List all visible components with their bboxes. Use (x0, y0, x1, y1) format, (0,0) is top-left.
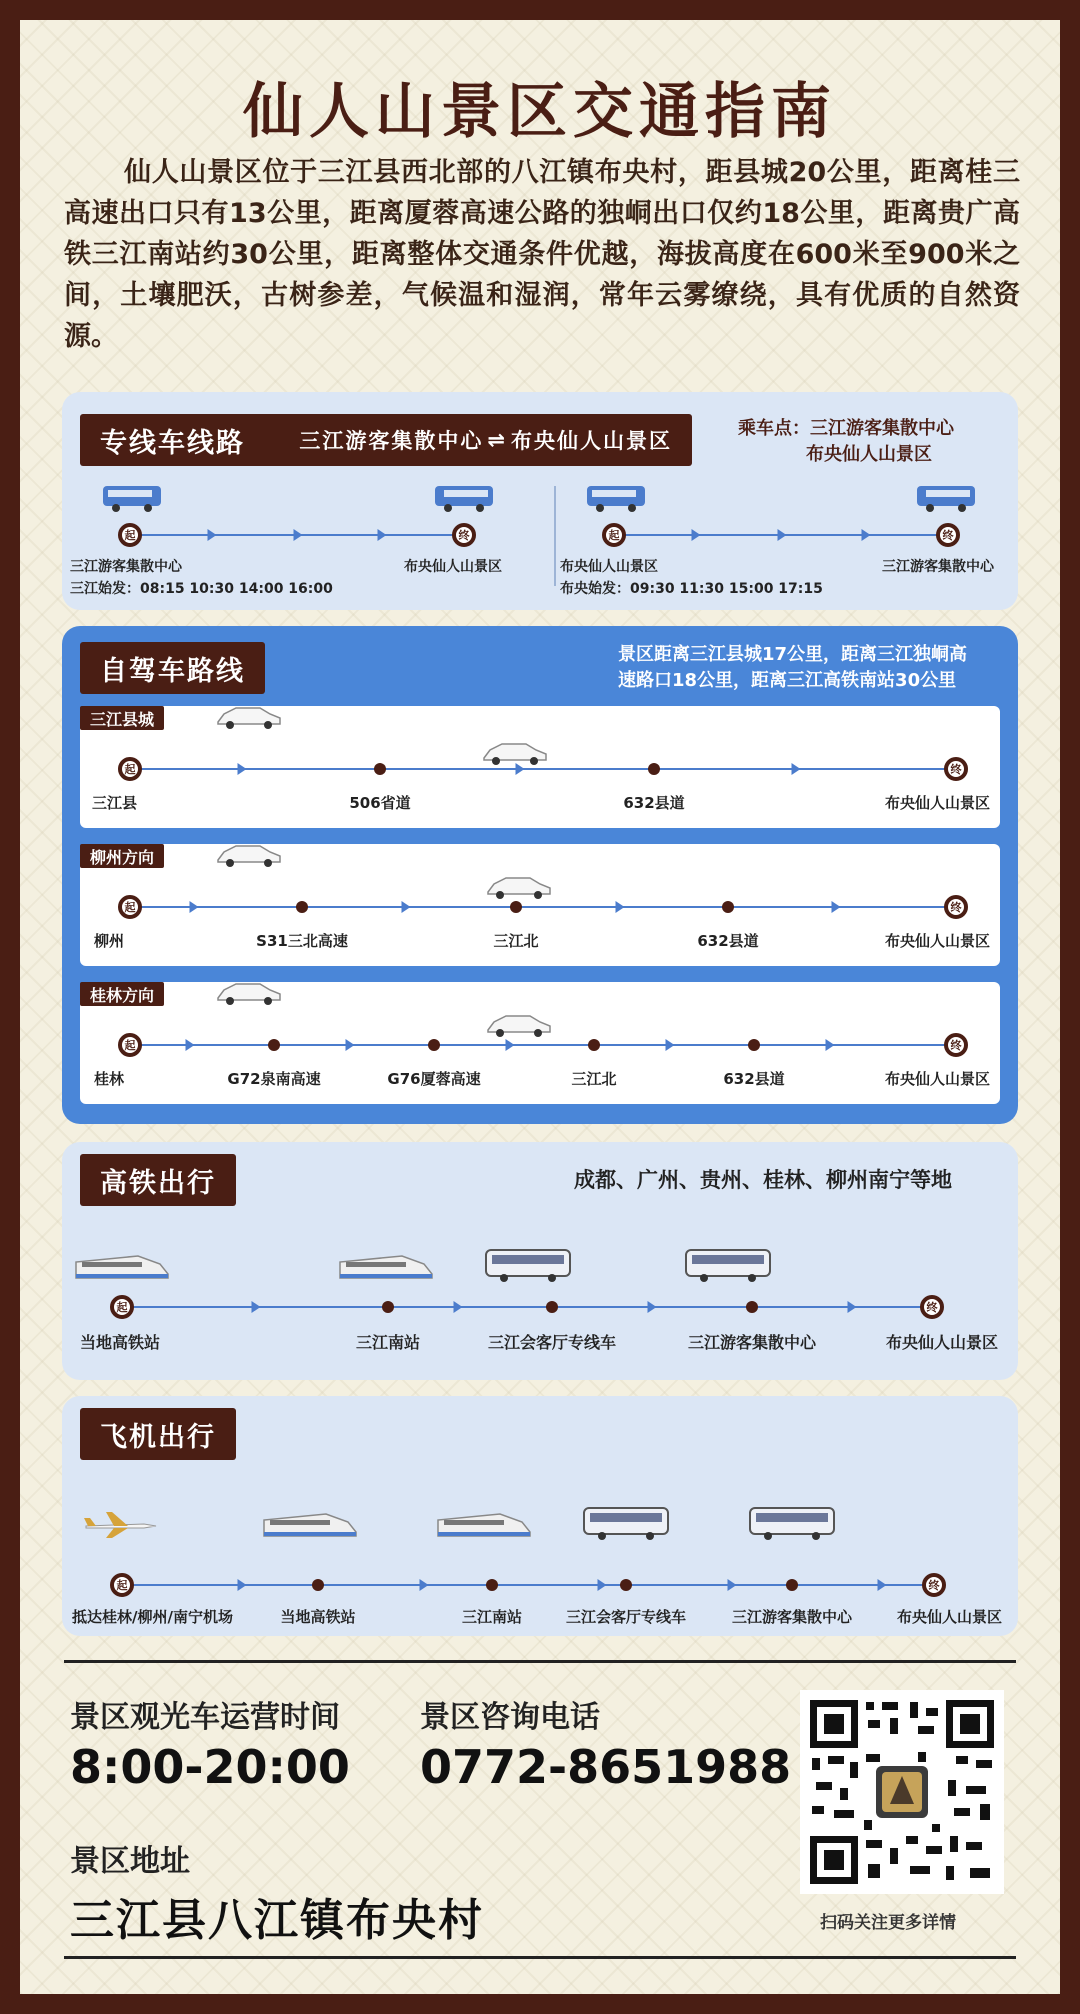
stop-label: 三江县 (92, 794, 138, 812)
bus-icon (434, 484, 496, 514)
stop-label: 三江会客厅专线车 (487, 1333, 617, 1352)
divider (554, 486, 556, 586)
stop-label: 桂林 (94, 1070, 125, 1088)
hours-value: 8:00-20:00 (70, 1740, 350, 1794)
arrow-icon (346, 1039, 355, 1051)
stop-dot (620, 1579, 632, 1591)
stop-label: 柳州 (94, 932, 125, 950)
exchange-icon: ⇌ (487, 428, 507, 452)
stop-label: 当地高铁站 (80, 1333, 161, 1352)
intro-paragraph: 仙人山景区位于三江县西北部的八江镇布央村，距县城20公里，距离桂三高速出口只有13公里，距离厦蓉高速公路的独峒出口仅约18公里，距离贵广高铁三江南站约30公里，距离整体交通条件优越，海拔高度在600米至900米之间，土壤肥沃，古树参差，气候温和湿润，常年云雾缭绕，具有优质的自然资源。 (64, 157, 1020, 352)
stop-label: 三江游客集散中心 (687, 1333, 817, 1352)
train-icon (262, 1508, 358, 1542)
stop-dot (648, 763, 660, 775)
bus-icon (586, 484, 648, 514)
shuttle-left-to: 布央仙人山景区 (404, 559, 502, 575)
selfdrive-panel (62, 626, 1018, 1124)
car-icon (214, 980, 284, 1006)
end-badge: 终 (944, 895, 968, 919)
train-icon (74, 1250, 170, 1284)
shuttle-route (299, 425, 672, 455)
shuttle-left-from: 三江游客集散中心 (70, 559, 182, 575)
rail-tag: 高铁出行 (80, 1154, 236, 1206)
arrow-icon (190, 901, 199, 913)
car-icon (484, 874, 554, 900)
arrow-icon (792, 763, 801, 775)
arrow-icon (832, 901, 841, 913)
shuttle-tag-label: 专线车线路 (100, 427, 245, 459)
arrow-icon (238, 763, 247, 775)
bus-icon (102, 484, 164, 514)
selfdrive-tag: 自驾车路线 (80, 642, 265, 694)
shuttle-route-to: 布央仙人山景区 (511, 429, 672, 453)
arrow-icon (648, 1301, 657, 1313)
stop-label: 布央仙人山景区 (884, 932, 990, 950)
stop-dot (312, 1579, 324, 1591)
stop-label: 632县道 (723, 1070, 785, 1088)
arrow-icon (778, 529, 787, 541)
shuttle-right-from: 布央仙人山景区 (560, 559, 658, 575)
stop-label: 布央仙人山景区 (896, 1608, 1002, 1626)
arrow-icon (666, 1039, 675, 1051)
shuttle-left-times: 三江始发：08:15 10:30 14:00 16:00 (70, 581, 333, 597)
pickup-label-2: 布央仙人山景区 (806, 444, 932, 465)
stop-dot (374, 763, 386, 775)
stop-label: 632县道 (623, 794, 685, 812)
stop-label: 三江北 (493, 932, 539, 950)
air-tag: 飞机出行 (80, 1408, 236, 1460)
stop-dot (786, 1579, 798, 1591)
arrow-icon (506, 1039, 515, 1051)
coach-icon (748, 1506, 836, 1542)
end-badge: 终 (922, 1573, 946, 1597)
car-icon (484, 1012, 554, 1038)
arrow-icon (378, 529, 387, 541)
stop-label: 布央仙人山景区 (885, 1333, 998, 1352)
stop-label: 三江南站 (355, 1333, 421, 1352)
stop-dot (382, 1301, 394, 1313)
stop-label: 632县道 (697, 932, 759, 950)
stop-label: S31三北高速 (256, 932, 348, 950)
start-badge: 起 (602, 523, 626, 547)
stop-label: G76厦蓉高速 (387, 1070, 481, 1088)
stop-dot (546, 1301, 558, 1313)
train-icon (338, 1250, 434, 1284)
stop-dot (296, 901, 308, 913)
shuttle-right-to: 三江游客集散中心 (882, 559, 994, 575)
arrow-icon (208, 529, 217, 541)
stop-dot (746, 1301, 758, 1313)
stop-label: 三江南站 (461, 1608, 523, 1626)
start-badge: 起 (118, 895, 142, 919)
arrow-icon (402, 901, 411, 913)
airplane-icon (84, 1510, 160, 1540)
arrow-icon (848, 1301, 857, 1313)
route-tag: 三江县城 (80, 706, 164, 730)
footer-rule-top (64, 1660, 1016, 1663)
route-line (130, 768, 956, 770)
start-badge: 起 (110, 1295, 134, 1319)
arrow-icon (238, 1579, 247, 1591)
arrow-icon (616, 901, 625, 913)
arrow-icon (420, 1579, 429, 1591)
stop-dot (486, 1579, 498, 1591)
qr-code[interactable] (800, 1690, 1004, 1894)
phone-label: 景区咨询电话 (420, 1700, 600, 1735)
route-tag: 柳州方向 (80, 844, 164, 868)
stop-dot (722, 901, 734, 913)
arrow-icon (878, 1579, 887, 1591)
end-badge: 终 (936, 523, 960, 547)
shuttle-right-times: 布央始发：09:30 11:30 15:00 17:15 (560, 581, 823, 597)
pickup-label: 乘车点：三江游客集散中心 (738, 418, 954, 439)
arrow-icon (826, 1039, 835, 1051)
stop-dot (588, 1039, 600, 1051)
stop-label: G72泉南高速 (227, 1070, 321, 1088)
qr-code-icon (806, 1696, 998, 1888)
stop-label: 三江会客厅专线车 (565, 1608, 687, 1626)
arrow-icon (598, 1579, 607, 1591)
end-badge: 终 (944, 1033, 968, 1057)
stop-label: 当地高铁站 (280, 1608, 356, 1626)
car-icon (214, 842, 284, 868)
selfdrive-note-1: 景区距离三江县城17公里，距离三江独峒高 (618, 644, 968, 665)
arrow-icon (186, 1039, 195, 1051)
air-panel (62, 1396, 1018, 1636)
end-badge: 终 (452, 523, 476, 547)
phone-value[interactable]: 0772-8651988 (420, 1740, 792, 1794)
guide-frame (20, 20, 1060, 1994)
arrow-icon (728, 1579, 737, 1591)
address-value: 三江县八江镇布央村 (70, 1895, 484, 1946)
rail-panel (62, 1142, 1018, 1380)
stop-dot (428, 1039, 440, 1051)
arrow-icon (862, 529, 871, 541)
address-label: 景区地址 (70, 1844, 190, 1879)
car-icon (480, 740, 550, 766)
selfdrive-note-2: 速路口18公里，距离三江高铁南站30公里 (618, 670, 957, 691)
arrow-icon (252, 1301, 261, 1313)
coach-icon (684, 1248, 772, 1284)
rail-cities: 成都、广州、贵州、桂林、柳州南宁等地 (574, 1168, 952, 1192)
end-badge: 终 (920, 1295, 944, 1319)
hours-label: 景区观光车运营时间 (70, 1700, 340, 1735)
route-tag: 桂林方向 (80, 982, 164, 1006)
train-icon (436, 1508, 532, 1542)
stop-label: 抵达桂林/柳州/南宁机场 (72, 1608, 233, 1626)
footer-rule-bottom (64, 1956, 1016, 1959)
arrow-icon (454, 1301, 463, 1313)
page-title: 仙人山景区交通指南 (243, 77, 837, 147)
car-icon (214, 704, 284, 730)
coach-icon (484, 1248, 572, 1284)
stop-label: 506省道 (349, 794, 411, 812)
coach-icon (582, 1506, 670, 1542)
qr-caption: 扫码关注更多详情 (820, 1913, 956, 1933)
start-badge: 起 (110, 1573, 134, 1597)
stop-dot (510, 901, 522, 913)
shuttle-panel (62, 392, 1018, 610)
stop-label: 布央仙人山景区 (884, 1070, 990, 1088)
stop-label: 三江游客集散中心 (731, 1608, 853, 1626)
shuttle-route-from: 三江游客集散中心 (299, 429, 484, 453)
start-badge: 起 (118, 757, 142, 781)
stop-dot (748, 1039, 760, 1051)
bus-icon (916, 484, 978, 514)
start-badge: 起 (118, 523, 142, 547)
stop-dot (268, 1039, 280, 1051)
stop-label: 三江北 (571, 1070, 617, 1088)
rail-line (122, 1306, 932, 1308)
arrow-icon (692, 529, 701, 541)
arrow-icon (294, 529, 303, 541)
shuttle-tag (80, 414, 692, 466)
start-badge: 起 (118, 1033, 142, 1057)
stop-label: 布央仙人山景区 (884, 794, 990, 812)
end-badge: 终 (944, 757, 968, 781)
